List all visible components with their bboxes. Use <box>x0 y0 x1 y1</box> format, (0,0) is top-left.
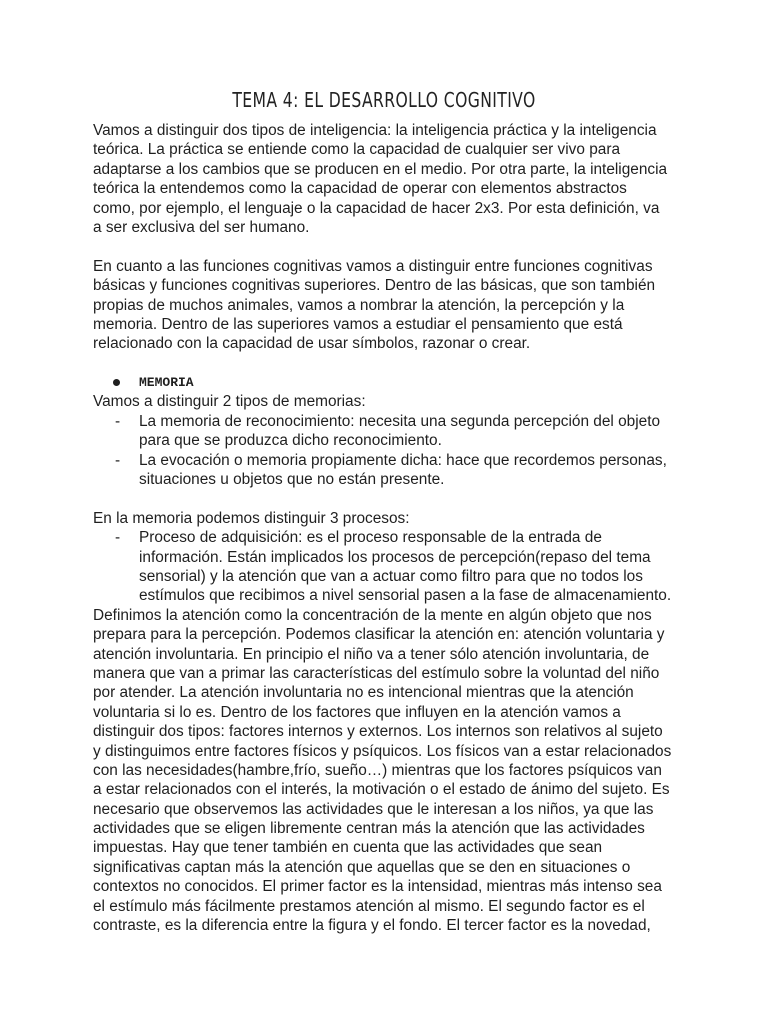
text-line: distinguir dos tipos: factores internos y externos. Los internos son relativos al sujeto <box>93 723 663 741</box>
text-line: propias de muchos animales, vamos a nombrar la atención, la percepción y la <box>93 296 625 314</box>
text-line: por atender. La atención involuntaria no es intencional mientras que la atención <box>93 684 634 702</box>
paragraph-attention <box>93 606 683 936</box>
list-item-evocation <box>93 451 683 470</box>
text-line: el estímulo más fácilmente prestamos atención al mismo. El segundo factor es el <box>93 897 645 915</box>
paragraph-gap <box>93 237 683 256</box>
list-item-text: Proceso de adquisición: es el proceso responsable de la entrada de <box>139 529 602 547</box>
list-item-text: La memoria de reconocimiento: necesita una segunda percepción del objeto <box>139 412 661 430</box>
memory-intro: Vamos a distinguir 2 tipos de memorias: <box>93 393 366 411</box>
dash-marker: - <box>115 529 121 547</box>
text-line: En cuanto a las funciones cognitivas vamos a distinguir entre funciones cognitivas <box>93 257 653 275</box>
text-line: a ser exclusiva del ser humano. <box>93 218 310 236</box>
dash-marker: - <box>115 451 121 469</box>
list-item-continuation: información. Están implicados los procesos de percepción(repaso del tema <box>139 548 651 566</box>
section-heading-label: MEMORIA <box>139 375 194 391</box>
list-item-continuation: sensorial) y la atención que van a actuar como filtro para que no todos los <box>139 567 643 585</box>
paragraph-intelligence <box>93 121 683 237</box>
text-line: adaptarse a los cambios que se producen en el medio. Por otra parte, la inteligencia <box>93 160 668 178</box>
section-heading-memoria <box>93 373 683 392</box>
text-line: con las necesidades(hambre,frío, sueño…) mientras que los factores psíquicos van <box>93 761 662 779</box>
text-line: manera que van a primar las características del estímulo sobre la voluntad del niño <box>93 664 660 682</box>
text-line: voluntaria si lo es. Dentro de los factores que influyen en la atención vamos a <box>93 703 621 721</box>
text-line: teórica. La práctica se entiende como la capacidad de cualquier ser vivo para <box>93 141 621 159</box>
text-line: actividades que se eligen libremente centran más la atención que las actividades <box>93 820 645 838</box>
paragraph-gap <box>93 354 683 373</box>
list-item-continuation: para que se produzca dicho reconocimiento. <box>139 432 442 450</box>
text-line: significativas captan más la atención que aquellas que se den en situaciones o <box>93 858 631 876</box>
memory-types-list <box>93 412 683 490</box>
list-item-recognition <box>93 412 683 431</box>
text-line: contraste, es la diferencia entre la figura y el fondo. El tercer factor es la novedad, <box>93 917 651 935</box>
dash-marker: - <box>115 412 121 430</box>
text-line: memoria. Dentro de las superiores vamos a estudiar el pensamiento que está <box>93 315 623 333</box>
text-line: relacionado con la capacidad de usar símbolos, razonar o crear. <box>93 335 531 353</box>
paragraph-gap <box>93 489 683 508</box>
text-line: a estar relacionados con el interés, la motivación o el estado de ánimo del sujeto. Es <box>93 781 670 799</box>
document-body <box>93 121 683 935</box>
page-title: TEMA 4: EL DESARROLLO COGNITIVO <box>232 88 536 112</box>
text-line: y distinguimos entre factores físicos y psíquicos. Los físicos van a estar relacionados <box>93 742 672 760</box>
process-list <box>93 528 683 606</box>
list-item-text: La evocación o memoria propiamente dicha: hace que recordemos personas, <box>139 451 667 469</box>
text-line: Definimos la atención como la concentración de la mente en algún objeto que nos <box>93 606 652 624</box>
text-line: básicas y funciones cognitivas superiores. Dentro de las básicas, que son también <box>93 277 656 295</box>
text-line: necesario que observemos las actividades que le interesan a los niños, ya que las <box>93 800 654 818</box>
list-item-acquisition <box>93 528 683 547</box>
text-line: teórica la entendemos como la capacidad de operar con elementos abstractos <box>93 180 627 198</box>
text-line: impuestas. Hay que tener también en cuenta que las actividades que sean <box>93 839 603 857</box>
list-item-continuation: estímulos que recibimos a nivel sensorial pasen a la fase de almacenamiento. <box>139 587 672 605</box>
text-line: como, por ejemplo, el lenguaje o la capacidad de hacer 2x3. Por esta definición, va <box>93 199 660 217</box>
bullet-icon <box>113 379 120 386</box>
text-line: prepara para la percepción. Podemos clasificar la atención en: atención voluntaria y <box>93 626 665 644</box>
text-line: Vamos a distinguir dos tipos de inteligencia: la inteligencia práctica y la inteligencia <box>93 122 657 139</box>
process-intro: En la memoria podemos distinguir 3 procesos: <box>93 509 410 527</box>
text-line: atención involuntaria. En principio el niño va a tener sólo atención involuntaria, de <box>93 645 650 663</box>
list-item-continuation: situaciones u objetos que no están presente. <box>139 471 445 489</box>
text-line: contextos no conocidos. El primer factor es la intensidad, mientras más intenso sea <box>93 878 662 896</box>
paragraph-cognitive-functions <box>93 257 683 354</box>
